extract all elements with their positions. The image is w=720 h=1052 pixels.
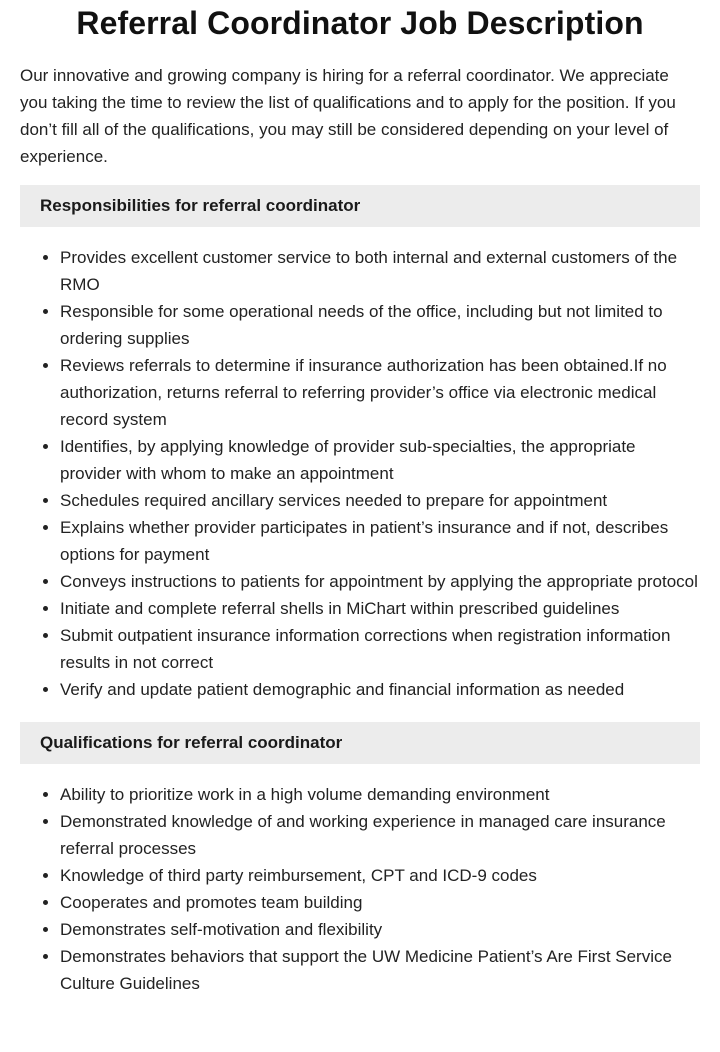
qualification-item: Demonstrated knowledge of and working experience in managed care insurance referral processes	[60, 808, 700, 862]
qualification-item: Demonstrates behaviors that support the UW Medicine Patient’s Are First Service Culture Guidelines	[60, 943, 700, 997]
qualification-item: Knowledge of third party reimbursement, CPT and ICD-9 codes	[60, 862, 700, 889]
responsibility-item: Explains whether provider participates in patient’s insurance and if not, describes options for payment	[60, 514, 700, 568]
responsibility-item: Schedules required ancillary services needed to prepare for appointment	[60, 487, 700, 514]
responsibility-item: Verify and update patient demographic and financial information as needed	[60, 676, 700, 703]
responsibility-item: Reviews referrals to determine if insurance authorization has been obtained.If no authorization, returns referral to referring provider’s office via electronic medical record system	[60, 352, 700, 433]
responsibility-item: Identifies, by applying knowledge of provider sub-specialties, the appropriate provider with whom to make an appointment	[60, 433, 700, 487]
responsibility-item: Initiate and complete referral shells in MiChart within prescribed guidelines	[60, 595, 700, 622]
qualification-item: Demonstrates self-motivation and flexibility	[60, 916, 700, 943]
intro-paragraph: Our innovative and growing company is hiring for a referral coordinator. We appreciate you taking the time to review the list of qualifications and to apply for the position. If you don’t fill all of the qualifications, you may still be considered depending on your level of experience.	[20, 66, 676, 166]
responsibilities-list	[20, 244, 700, 703]
page-title: Referral Coordinator Job Description	[76, 5, 644, 41]
responsibility-item: Submit outpatient insurance information corrections when registration information results in not correct	[60, 622, 700, 676]
qualifications-heading: Qualifications for referral coordinator	[20, 722, 700, 764]
responsibility-item: Responsible for some operational needs of the office, including but not limited to ordering supplies	[60, 298, 700, 352]
responsibility-item: Provides excellent customer service to both internal and external customers of the RMO	[60, 244, 700, 298]
responsibilities-heading: Responsibilities for referral coordinator	[20, 185, 700, 227]
qualifications-list	[20, 781, 700, 997]
qualification-item: Cooperates and promotes team building	[60, 889, 700, 916]
qualification-item: Ability to prioritize work in a high volume demanding environment	[60, 781, 700, 808]
responsibility-item: Conveys instructions to patients for appointment by applying the appropriate protocol	[60, 568, 700, 595]
